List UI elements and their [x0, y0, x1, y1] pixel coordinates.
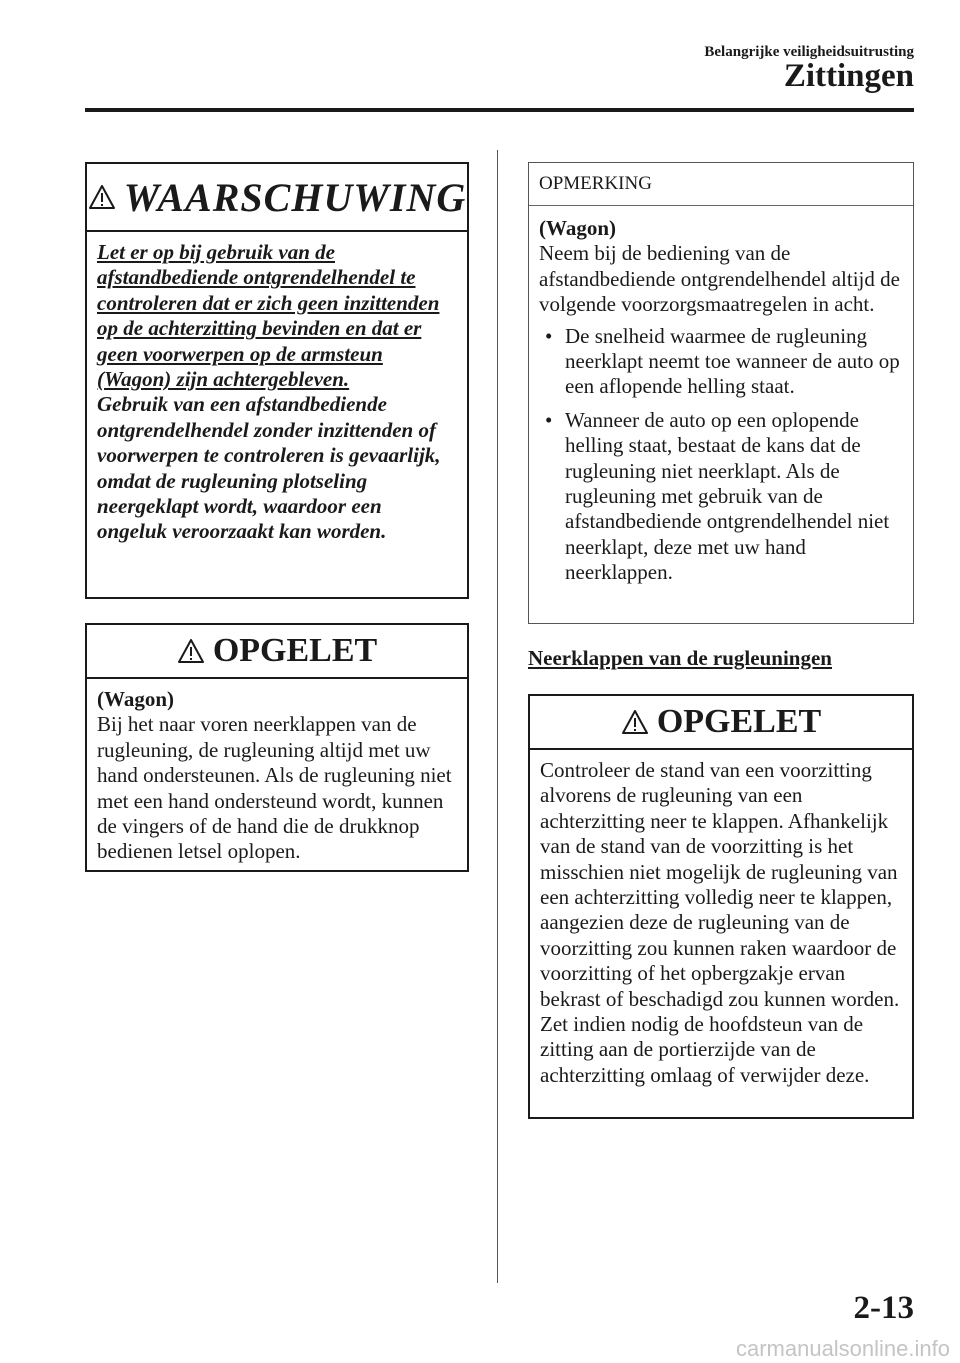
- warning-body: [87, 232, 467, 557]
- warning-box-header: [87, 164, 467, 232]
- note-lead: (Wagon): [539, 216, 617, 240]
- warning-triangle-icon: [88, 184, 116, 210]
- caution-text: Bij het naar voren neerklappen van de rugleuning, de rugleuning altijd met uw hand ondersteunen. Als de rugleuning niet met een hand ondersteund wordt, kunnen de vingers of de hand die de drukknop bedienen letsel oplopen.: [97, 712, 452, 864]
- header-rule: [85, 108, 914, 112]
- note-body: [529, 206, 913, 606]
- note-box: [528, 162, 914, 624]
- warning-underlined-text: Let er op bij gebruik van de afstandbediende ontgrendelhendel te controleren dat er zich geen inzittenden op de achterzitting bevinden en dat er geen voorwerpen op de armsteun (Wagon) zijn achtergebleven.: [97, 240, 440, 392]
- warning-title: WAARSCHUWING: [123, 174, 467, 220]
- page-number: 2-13: [853, 1290, 914, 1326]
- warning-triangle-icon: [177, 638, 205, 664]
- caution-box-header: [87, 625, 467, 679]
- header-section-label: Belangrijke veiligheidsuitrusting: [704, 44, 914, 60]
- list-item: • De snelheid waarmee de rugleuning neerklapt neemt toe wanneer de auto op een aflopende helling staat.: [539, 324, 901, 400]
- warning-box: [85, 162, 469, 599]
- caution-title: OPGELET: [656, 703, 822, 740]
- column-divider: [497, 150, 498, 1283]
- warning-triangle-icon: [621, 709, 649, 735]
- caution-box-header: [530, 696, 912, 750]
- note-box-header: OPMERKING: [529, 163, 913, 206]
- note-bullet-list: [539, 324, 901, 586]
- caution-title: OPGELET: [212, 632, 378, 669]
- caution-box-wagon: [85, 623, 469, 872]
- watermark: carmanualsonline.info: [735, 1336, 950, 1361]
- warning-text: Gebruik van een afstandbediende ontgrendelhendel zonder inzittenden of voorwerpen te controleren is gevaarlijk, omdat de rugleuning plotseling neergeklapt wordt, waardoor een ongeluk veroorzaakt kan worden.: [97, 392, 441, 544]
- caution-text: Controleer de stand van een voorzitting alvorens de rugleuning van een achterzitting neer te klappen. Afhankelijk van de stand van de voorzitting is het misschien niet mogelijk de rugleuning van een achterzitting volledig neer te klappen, aangezien deze de rugleuning van de voorzitting zou kunnen raken waardoor de voorzitting of het opbergzakje ervan bekrast of beschadigd zou kunnen worden. Zet indien nodig de hoofdsteun van de zitting aan de portierzijde van de achterzitting omlaag of verwijder deze.: [540, 758, 900, 1087]
- list-item: • Wanneer de auto op een oplopende helling staat, bestaat de kans dat de rugleuning niet neerklapt. Als de rugleuning met gebruik van de afstandbediende ontgrendelhendel niet neerklapt, deze met uw hand neerklappen.: [539, 408, 901, 586]
- caution-body: [87, 679, 467, 877]
- note-text: Neem bij de bediening van de afstandbediende ontgrendelhendel altijd de volgende voorzorgsmaatregelen in acht.: [539, 241, 900, 317]
- caution-lead: (Wagon): [97, 687, 175, 711]
- page-title: Zittingen: [783, 58, 914, 94]
- caution-box-seat: [528, 694, 914, 1119]
- section-subheading: Neerklappen van de rugleuningen: [528, 646, 832, 670]
- caution-body: [530, 750, 912, 1100]
